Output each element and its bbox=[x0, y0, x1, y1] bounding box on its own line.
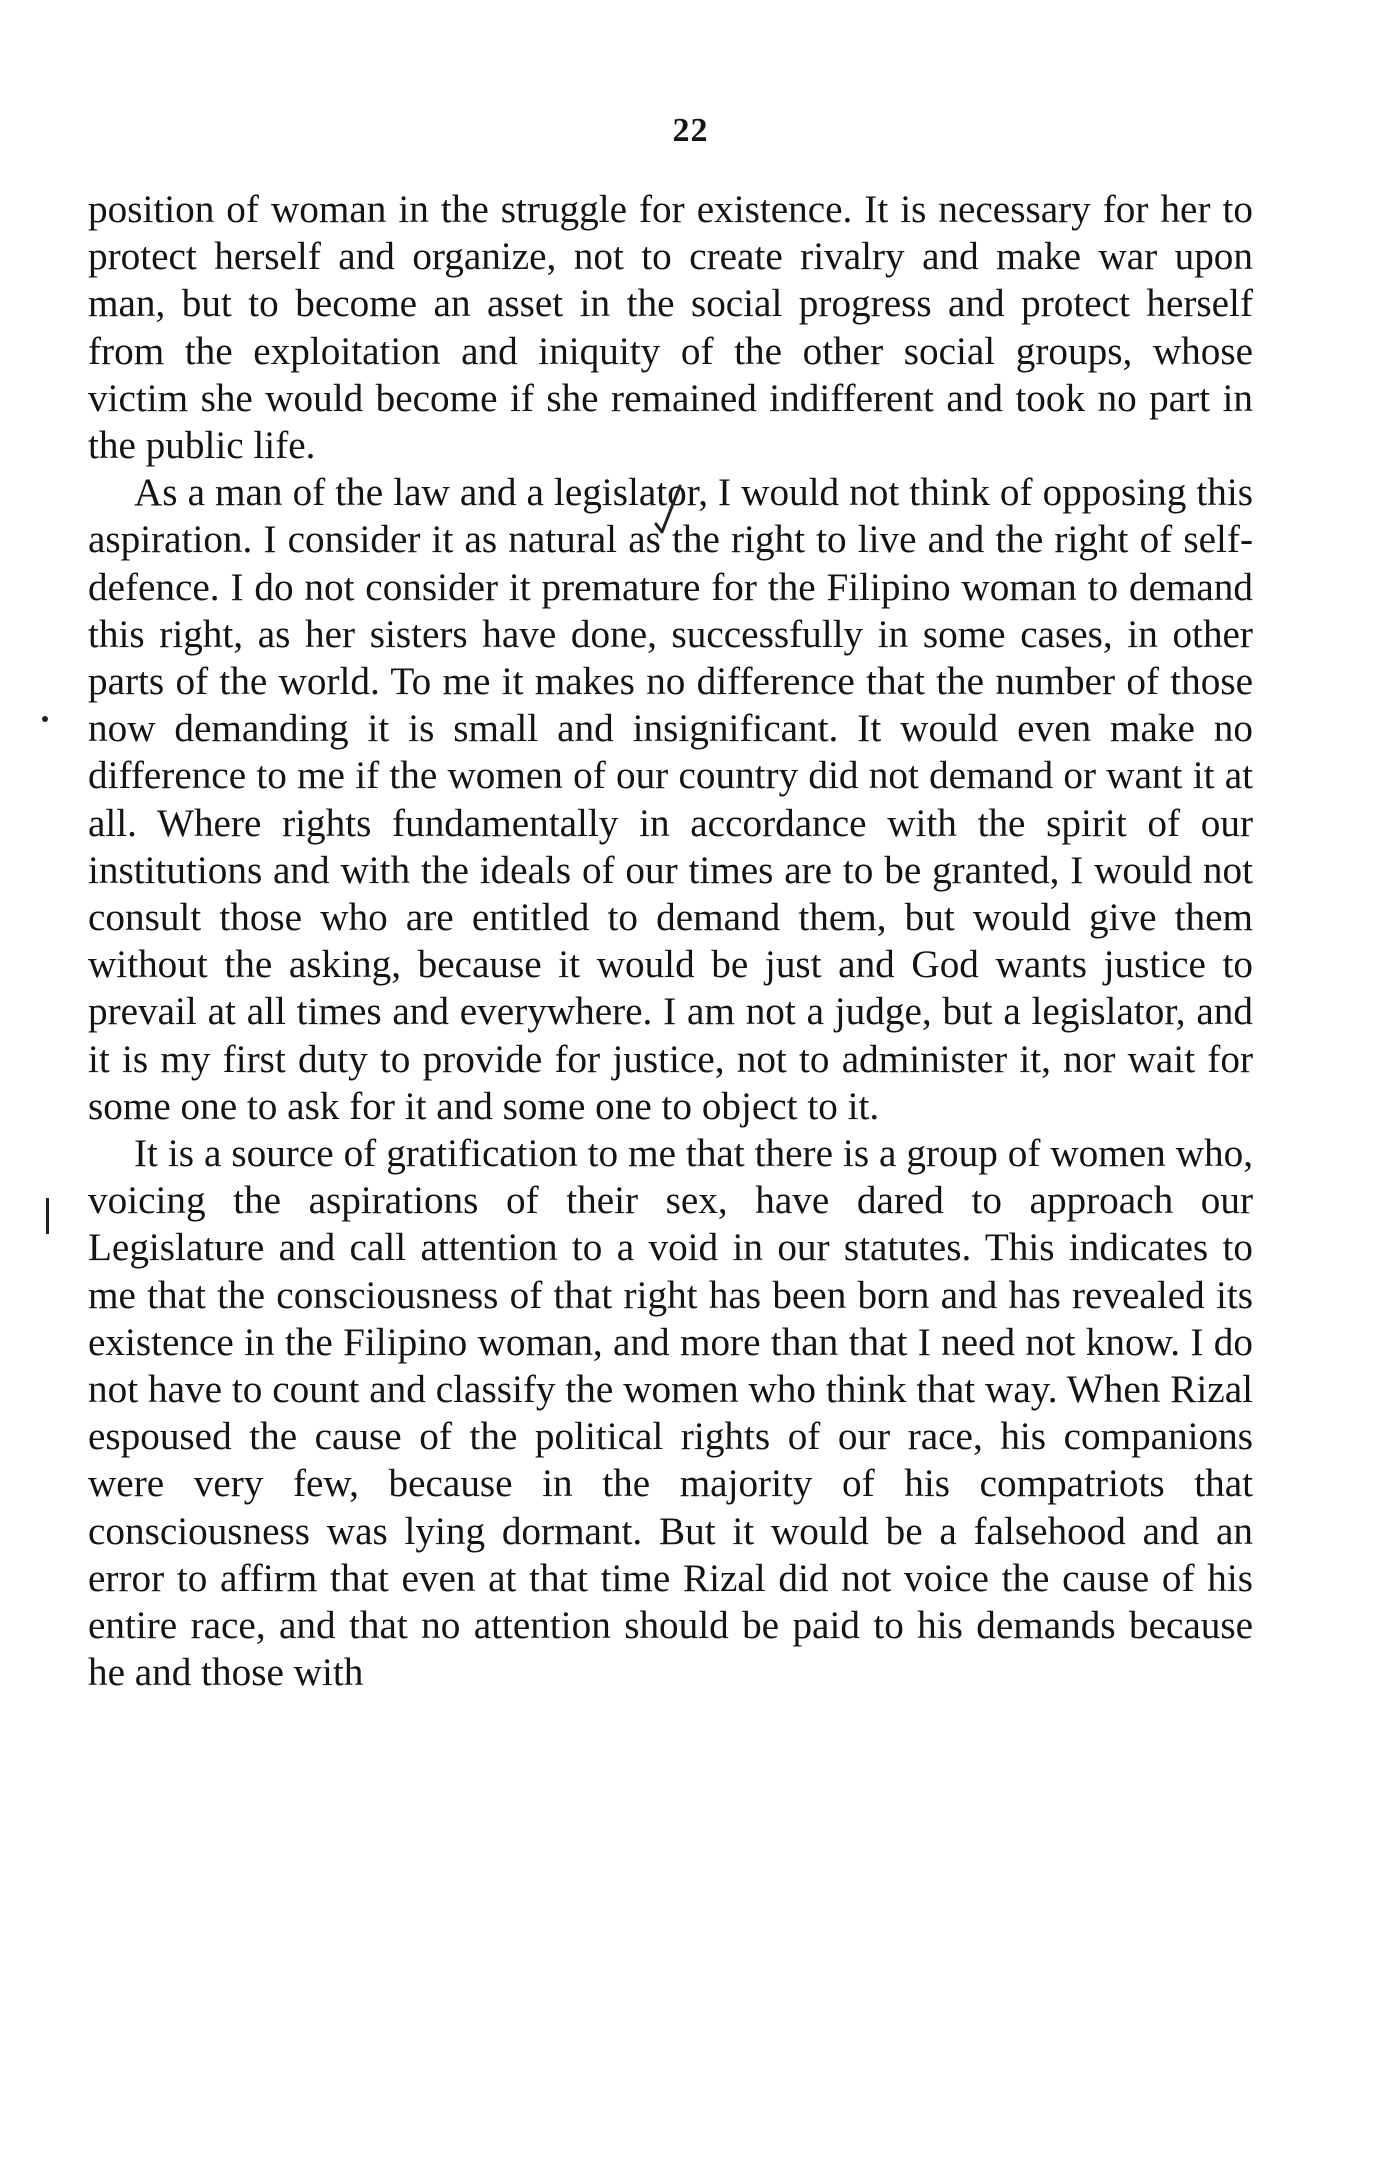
paragraph: As a man of the law and a legislator, I would not think of opposing this aspiration. I consider it as natural as the right to live and the right of self-defence. I do not consider it premature for the Filipino woman to demand this right, as her sisters have done, successfully in some cases, in other parts of the world. To me it makes no difference that the number of those now demanding it is small and insignificant. It would even make no difference to me if the women of our country did not demand or want it at all. Where rights fundamentally in accordance with the spirit of our institutions and with the ideals of our times are to be granted, I would not consult those who are entitled to demand them, but would give them without the asking, because it would be just and God wants justice to prevail at all times and everywhere. I am not a judge, but a legislator, and it is my first duty to provide for justice, not to administer it, nor wait for some one to ask for it and some one to object to it. bbox=[88, 471, 1253, 1128]
margin-dot-mark bbox=[42, 716, 48, 722]
paragraph: position of woman in the struggle for existence. It is necessary for her to protect herself and organize, not to create rivalry and make war upon man, but to become an asset in the social progress and protect herself from the exploitation and iniquity of the other social groups, whose victim she would become if she remained indifferent and took no part in the public life. bbox=[88, 188, 1253, 468]
page-number: 22 bbox=[672, 112, 709, 149]
pen-checkmark-icon bbox=[650, 480, 750, 540]
body-text bbox=[88, 186, 1253, 1697]
margin-bar-mark bbox=[46, 1198, 49, 1234]
paragraph: It is a source of gratification to me that there is a group of women who, voicing the aspirations of their sex, have dared to approach our Legislature and call attention to a void in our statutes. This indicates to me that the consciousness of that right has been born and has revealed its existence in the Filipino woman, and more than that I need not know. I do not have to count and classify the women who think that way. When Rizal espoused the cause of the political rights of our race, his companions were very few, because in the majority of his compatriots that consciousness was lying dormant. But it would be a falsehood and an error to affirm that even at that time Rizal did not voice the cause of his entire race, and that no attention should be paid to his demands because he and those with bbox=[88, 1132, 1253, 1695]
